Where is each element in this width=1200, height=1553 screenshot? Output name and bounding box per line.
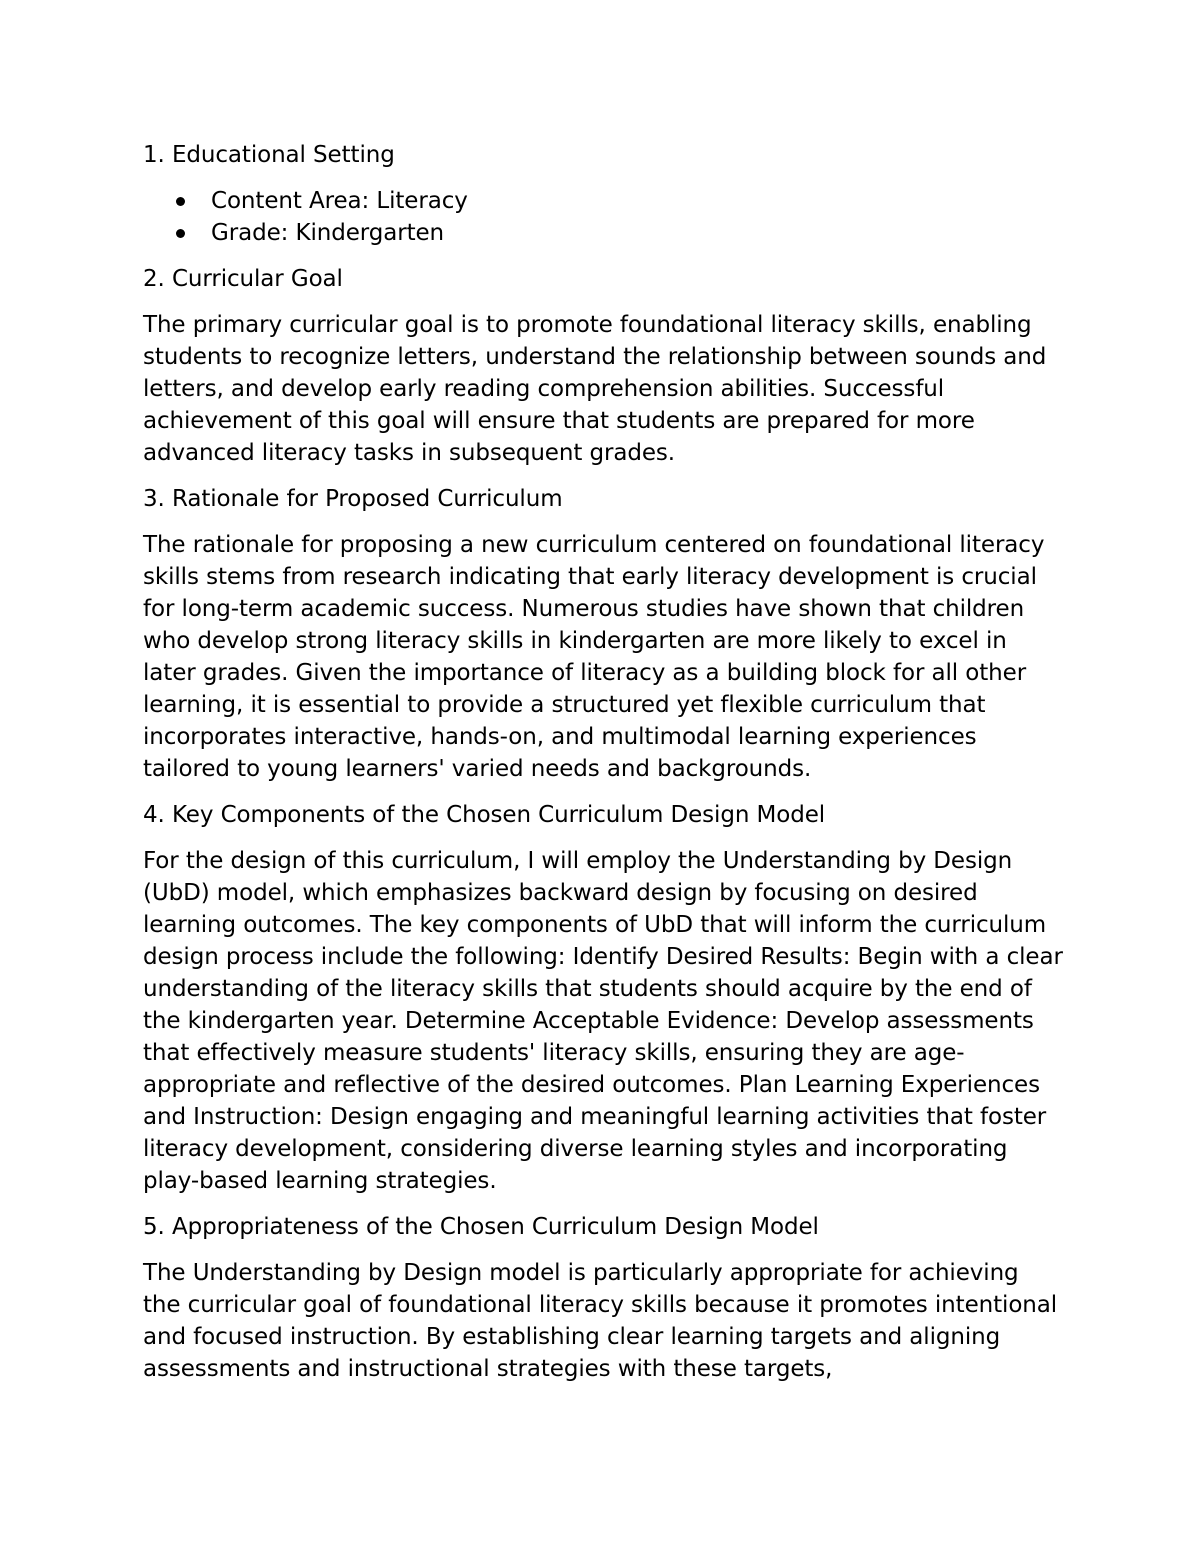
- section-heading-rationale: 3. Rationale for Proposed Curriculum: [143, 486, 563, 512]
- section-heading-curricular-goal: 2. Curricular Goal: [143, 266, 343, 292]
- bullet-icon: [176, 229, 185, 238]
- list-item: [143, 185, 1063, 217]
- bullet-list: [143, 185, 1063, 249]
- section-heading-educational-setting: 1. Educational Setting: [143, 142, 395, 168]
- list-item-text: Content Area: Literacy: [211, 188, 468, 214]
- paragraph-appropriateness: The Understanding by Design model is particularly appropriate for achieving the curricular goal of foundational literacy skills because it promotes intentional and focused instruction. By establishing clear learning targets and aligning assessments and instructional strategies with these targets,: [143, 1260, 1058, 1382]
- list-item-text: Grade: Kindergarten: [211, 220, 445, 246]
- section-heading-key-components: 4. Key Components of the Chosen Curriculum Design Model: [143, 802, 826, 828]
- document-body: [143, 139, 1063, 1399]
- section-heading-appropriateness: 5. Appropriateness of the Chosen Curriculum Design Model: [143, 1214, 819, 1240]
- list-item: [143, 217, 1063, 249]
- paragraph-rationale: The rationale for proposing a new curriculum centered on foundational literacy skills stems from research indicating that early literacy development is crucial for long-term academic success. Numerous studies have shown that children who develop strong literacy skills in kindergarten are more likely to excel in later grades. Given the importance of literacy as a building block for all other learning, it is essential to provide a structured yet flexible curriculum that incorporates interactive, hands-on, and multimodal learning experiences tailored to young learners' varied needs and backgrounds.: [143, 532, 1045, 782]
- paragraph-curricular-goal: The primary curricular goal is to promote foundational literacy skills, enabling students to recognize letters, understand the relationship between sounds and letters, and develop early reading comprehension abilities. Successful achievement of this goal will ensure that students are prepared for more advanced literacy tasks in subsequent grades.: [143, 312, 1047, 466]
- paragraph-key-components: For the design of this curriculum, I will employ the Understanding by Design (UbD) model, which emphasizes backward design by focusing on desired learning outcomes. The key components of UbD that will inform the curriculum design process include the following: Identify Desired Results: Begin with a clear understanding of the literacy skills that students should acquire by the end of the kindergarten year. Determine Acceptable Evidence: Develop assessments that effectively measure students' literacy skills, ensuring they are age-appropriate and reflective of the desired outcomes. Plan Learning Experiences and Instruction: Design engaging and meaningful learning activities that foster literacy development, considering diverse learning styles and incorporating play-based learning strategies.: [143, 848, 1063, 1194]
- bullet-icon: [176, 197, 185, 206]
